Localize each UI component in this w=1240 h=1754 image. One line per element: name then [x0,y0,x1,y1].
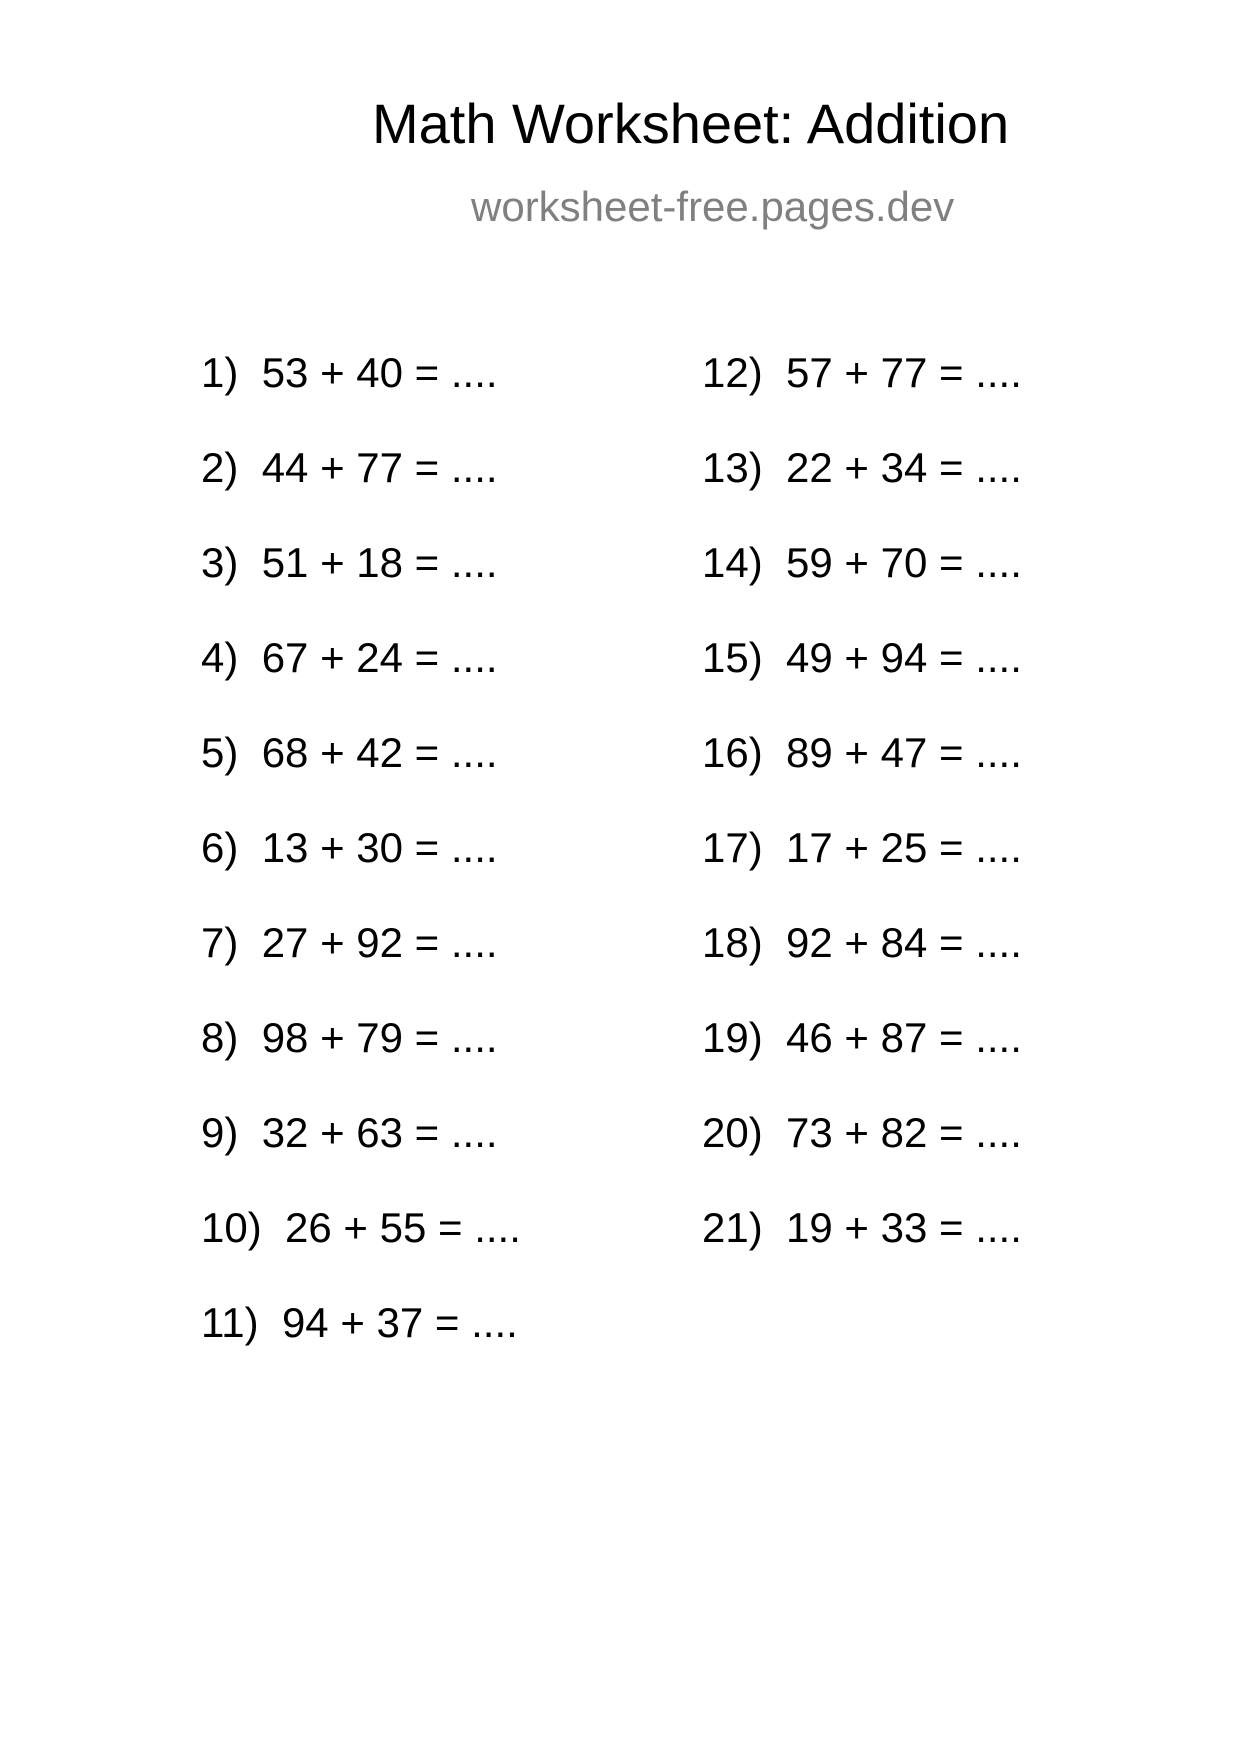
problem-number: 18) [702,919,763,966]
problem-number: 8) [201,1014,239,1061]
problem-number: 14) [702,539,763,586]
problem-item [201,1109,521,1207]
problem-number: 5) [201,729,239,776]
problem-number: 11) [201,1299,259,1346]
worksheet-title: Math Worksheet: Addition [372,92,1010,155]
problem-expression: 13 + 30 = .... [261,824,498,871]
problem-item [702,349,1022,447]
problem-expression: 67 + 24 = .... [261,634,498,681]
problem-number: 1) [201,349,239,396]
problem-item [201,919,521,1017]
problem-expression: 49 + 94 = .... [786,634,1022,681]
problem-expression: 68 + 42 = .... [261,729,498,776]
problem-expression: 44 + 77 = .... [261,444,498,491]
problem-expression: 53 + 40 = .... [261,349,498,396]
problem-item [702,634,1022,732]
problem-item [201,729,521,827]
problem-item [201,444,521,542]
problem-expression: 94 + 37 = .... [281,1299,518,1346]
problem-number: 7) [201,919,239,966]
problem-number: 19) [702,1014,763,1061]
problem-item [702,1109,1022,1207]
problem-number: 3) [201,539,239,586]
problem-expression: 92 + 84 = .... [786,919,1022,966]
problem-expression: 51 + 18 = .... [261,539,498,586]
problem-expression: 32 + 63 = .... [261,1109,498,1156]
problem-number: 21) [702,1204,763,1251]
problem-item [702,539,1022,637]
problem-number: 10) [201,1204,262,1251]
problem-expression: 26 + 55 = .... [285,1204,521,1251]
problem-number: 20) [702,1109,763,1156]
problem-number: 2) [201,444,239,491]
problem-item [702,729,1022,827]
problem-item [201,539,521,637]
problem-number: 4) [201,634,239,681]
source-url: worksheet-free.pages.dev [471,183,955,230]
problem-item [201,349,521,447]
problem-number: 13) [702,444,763,491]
problem-item [201,1299,521,1397]
problem-number: 6) [201,824,239,871]
problem-item [201,824,521,922]
problem-expression: 17 + 25 = .... [786,824,1022,871]
problem-item [201,634,521,732]
problem-expression: 57 + 77 = .... [786,349,1022,396]
problem-number: 9) [201,1109,239,1156]
problem-item [702,824,1022,922]
problem-number: 15) [702,634,763,681]
problem-item [702,1204,1022,1302]
problem-column-left [201,349,521,1397]
problem-number: 16) [702,729,763,776]
problem-expression: 98 + 79 = .... [261,1014,498,1061]
problem-item [201,1204,521,1302]
problem-item [702,444,1022,542]
problem-item [702,1014,1022,1112]
problem-column-right [702,349,1022,1302]
problem-expression: 89 + 47 = .... [786,729,1022,776]
problem-expression: 59 + 70 = .... [786,539,1022,586]
problem-expression: 73 + 82 = .... [786,1109,1022,1156]
problem-number: 12) [702,349,763,396]
problem-expression: 22 + 34 = .... [786,444,1022,491]
problem-item [201,1014,521,1112]
problem-number: 17) [702,824,763,871]
problem-expression: 46 + 87 = .... [786,1014,1022,1061]
problem-expression: 19 + 33 = .... [786,1204,1022,1251]
problem-expression: 27 + 92 = .... [261,919,498,966]
problem-item [702,919,1022,1017]
